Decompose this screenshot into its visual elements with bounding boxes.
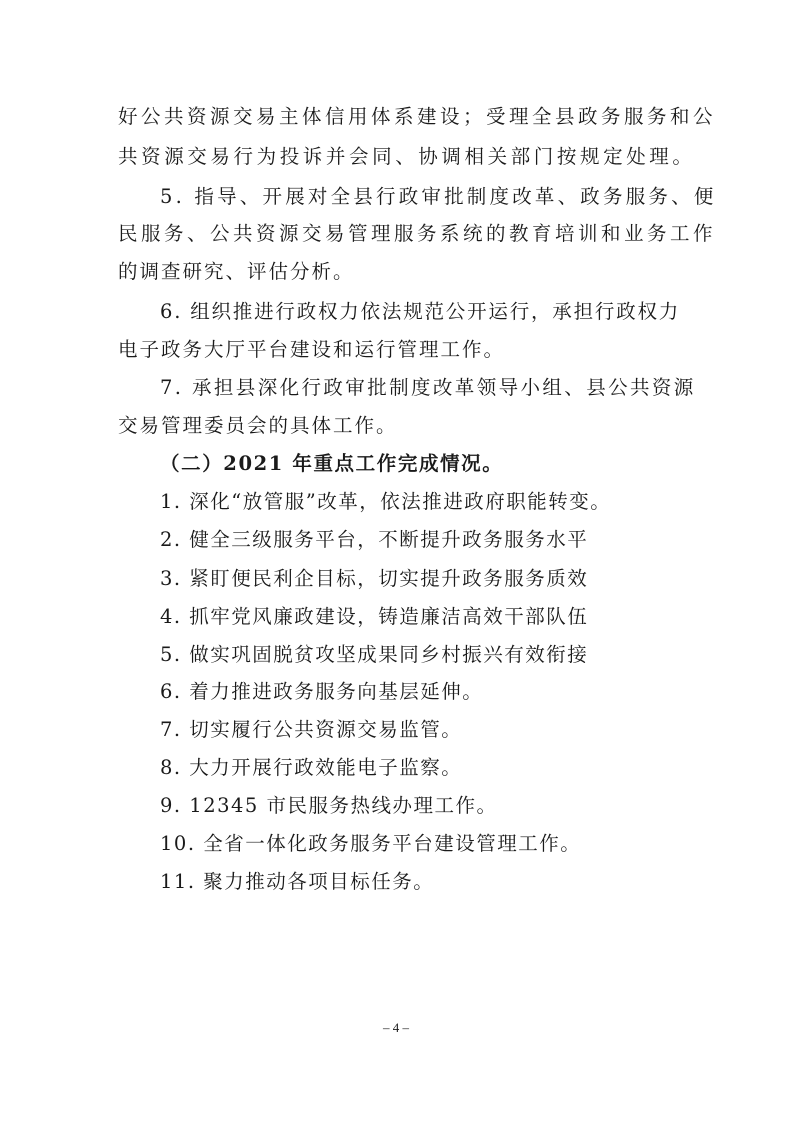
list-item-4: 4. 抓牢党风廉政建设，铸造廉洁高效干部队伍 [160,605,589,628]
list-item-8: 8. 大力开展行政效能电子监察。 [160,756,463,779]
list-item-3: 3. 紧盯便民利企目标，切实提升政务服务质效 [160,567,589,590]
body-line-3: 5. 指导、开展对全县行政审批制度改革、政务服务、便 [160,185,717,208]
list-item-11: 11. 聚力推动各项目标任务。 [160,870,435,893]
list-item-6: 6. 着力推进政务服务向基层延伸。 [160,680,484,703]
body-line-1: 好公共资源交易主体信用体系建设；受理全县政务服务和公 [118,105,717,128]
list-item-1: 1. 深化“放管服”改革，依法推进政府职能转变。 [160,490,612,513]
body-line-9: 交易管理委员会的具体工作。 [118,414,398,437]
body-line-6: 6. 组织推进行政权力依法规范公开运行，承担行政权力 [160,300,681,323]
body-line-7: 电子政务大厅平台建设和运行管理工作。 [118,338,506,361]
body-line-8: 7. 承担县深化行政审批制度改革领导小组、县公共资源 [160,376,696,399]
body-line-5: 的调查研究、评估分析。 [118,260,355,283]
list-item-2: 2. 健全三级服务平台，不断提升政务服务水平 [160,528,589,551]
body-line-2: 共资源交易行为投诉并会同、协调相关部门按规定处理。 [118,145,696,168]
body-line-4: 民服务、公共资源交易管理服务系统的教育培训和业务工作 [118,222,717,245]
list-item-9: 9. 12345 市民服务热线办理工作。 [160,794,498,817]
list-item-10: 10. 全省一体化政务服务平台建设管理工作。 [160,832,582,855]
section-heading: （二）2021 年重点工作完成情况。 [160,452,504,475]
page-number: – 4 – [383,1020,409,1035]
list-item-7: 7. 切实履行公共资源交易监管。 [160,718,463,741]
list-item-5: 5. 做实巩固脱贫攻坚成果同乡村振兴有效衔接 [160,643,589,666]
